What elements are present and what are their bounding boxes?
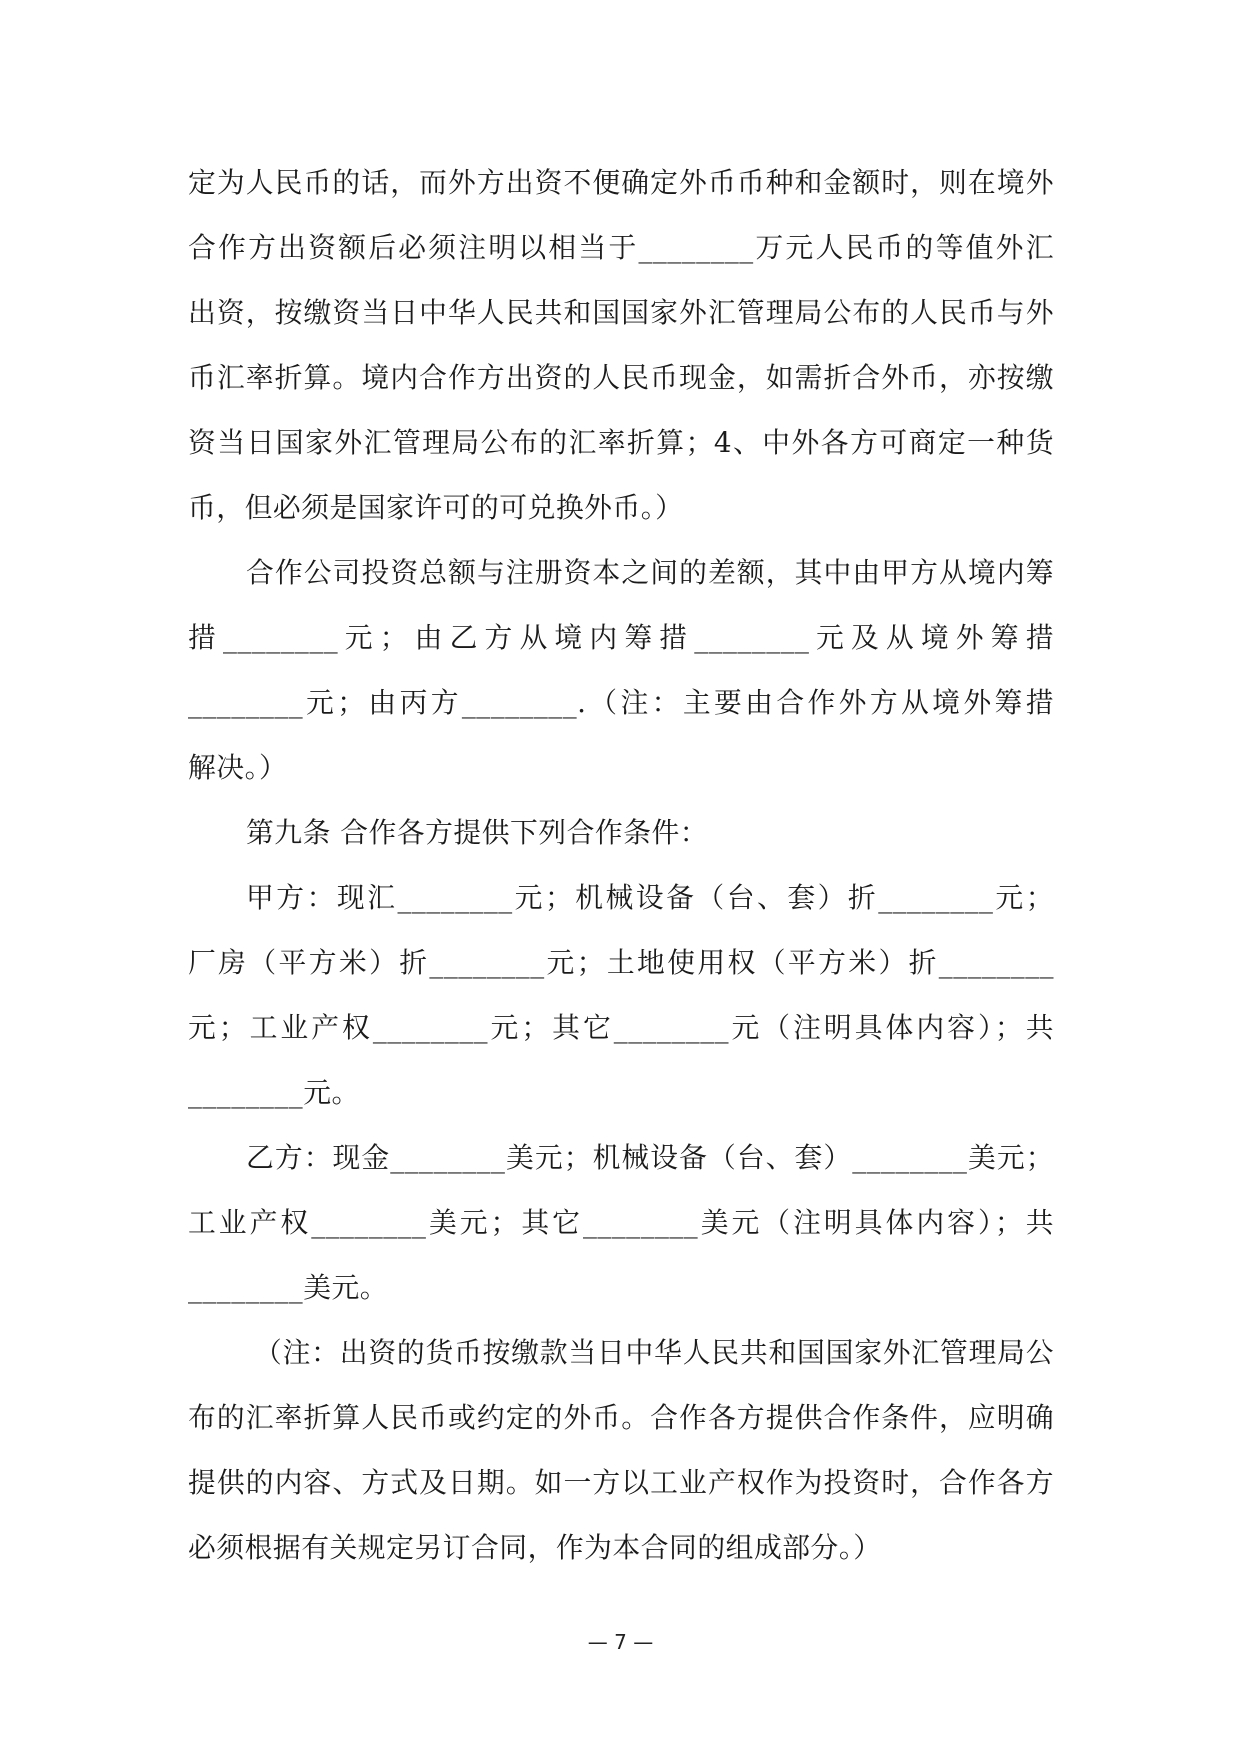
paragraph-line: 必须根据有关规定另订合同，作为本合同的组成部分。） [188,1531,882,1564]
paragraph-line: 币，但必须是国家许可的可兑换外币。） [188,491,684,524]
paragraph-line: 措________元；由乙方从境内筹措________元及从境外筹措 [188,621,1054,654]
paragraph-line: 合作方出资额后必须注明以相当于________万元人民币的等值外汇 [188,231,1054,264]
paragraph-line: 元；工业产权________元；其它________元（注明具体内容）；共 [188,1011,1054,1044]
paragraph-line: 提供的内容、方式及日期。如一方以工业产权作为投资时，合作各方 [188,1466,1054,1499]
paragraph-line: 布的汇率折算人民币或约定的外币。合作各方提供合作条件，应明确 [188,1401,1054,1434]
page-number: — 7 — [587,1630,654,1654]
paragraph-line: 工业产权________美元；其它________美元（注明具体内容）；共 [188,1206,1054,1239]
paragraph-line: ________美元。 [188,1271,389,1304]
paragraph-line: 定为人民币的话，而外方出资不便确定外币币种和金额时，则在境外 [188,166,1054,199]
paragraph-line: 合作公司投资总额与注册资本之间的差额，其中由甲方从境内筹 [246,556,1054,589]
paragraph-line: ________元；由丙方________.（注：主要由合作外方从境外筹措 [188,686,1054,719]
paragraph-line: 乙方：现金________美元；机械设备（台、套）________美元； [246,1141,1054,1174]
paragraph-line: 厂房（平方米）折________元；土地使用权（平方米）折________ [188,946,1054,979]
paragraph-line: 甲方：现汇________元；机械设备（台、套）折________元； [246,881,1054,914]
paragraph-line: （注：出资的货币按缴款当日中华人民共和国国家外汇管理局公 [254,1336,1054,1369]
document-body [188,150,1054,1580]
article-heading: 第九条 合作各方提供下列合作条件： [246,816,709,849]
paragraph-line: 资当日国家外汇管理局公布的汇率折算；4、中外各方可商定一种货 [188,426,1054,459]
paragraph-line: ________元。 [188,1076,360,1109]
paragraph-line: 币汇率折算。境内合作方出资的人民币现金，如需折合外币，亦按缴 [188,361,1054,394]
paragraph-line: 出资，按缴资当日中华人民共和国国家外汇管理局公布的人民币与外 [188,296,1054,329]
paragraph-line: 解决。） [188,751,288,784]
